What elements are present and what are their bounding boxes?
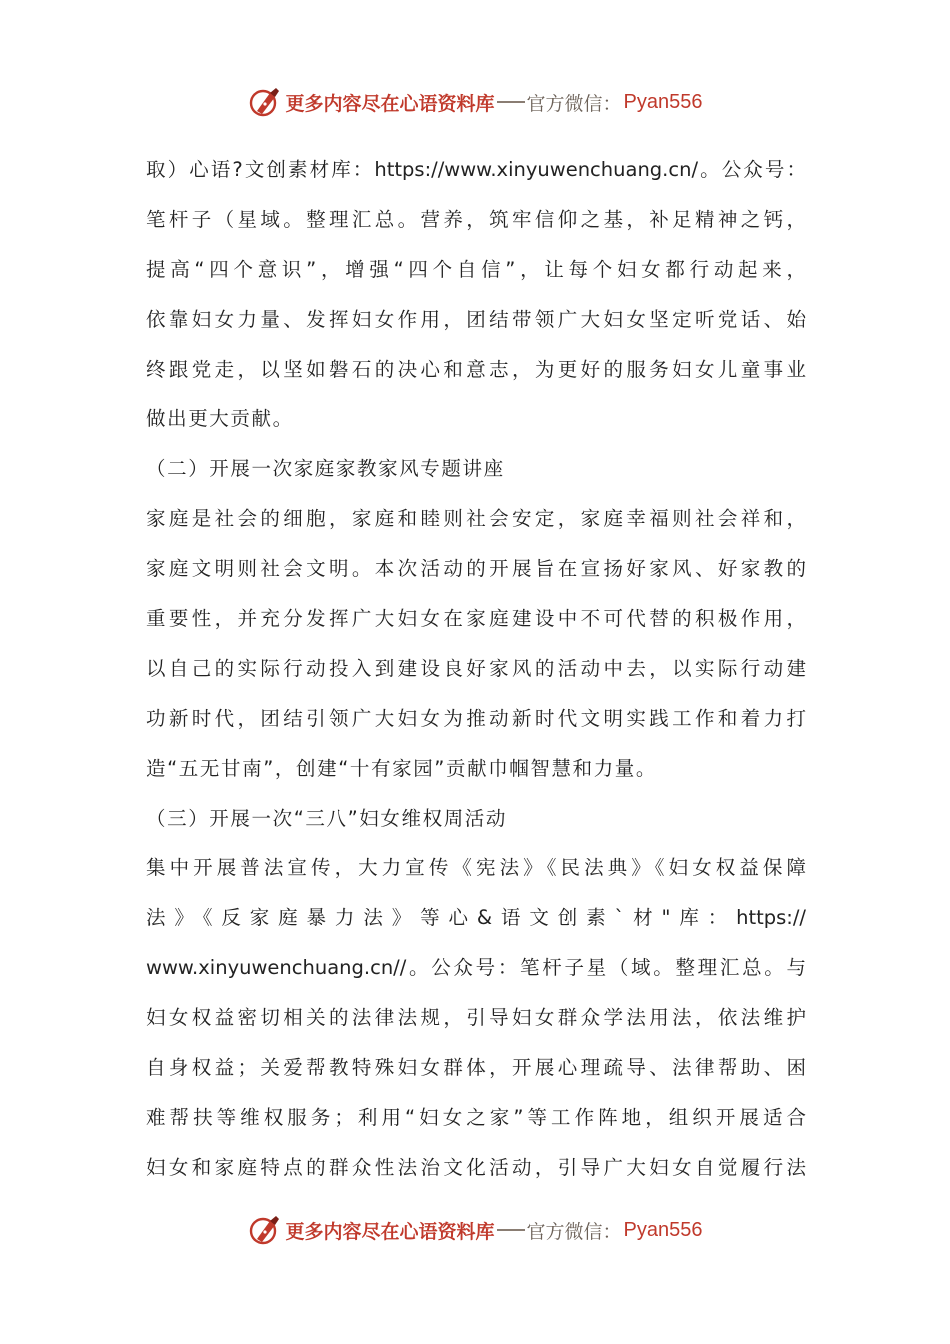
text-line: 取）心语?文创素材库：https://www.xinyuwenchuang.cn/。公众号：	[146, 158, 806, 181]
footer-banner	[0, 1208, 950, 1252]
text-line: 笔杆子（星域。整理汇总。营养，筑牢信仰之基，补足精神之钙，	[146, 207, 806, 231]
text-line: 依靠妇女力量、发挥妇女作用，团结带领广大妇女坚定听党话、始	[146, 307, 806, 331]
pen-nib-logo-icon	[248, 85, 282, 119]
banner-site-text: 更多内容尽在心语资料库	[285, 92, 495, 115]
text-line: 家庭是社会的细胞，家庭和睦则社会安定，家庭幸福则社会祥和，	[146, 507, 806, 531]
text-line: 家庭文明则社会文明。本次活动的开展旨在宣扬好家风、好家教的	[146, 557, 806, 581]
text-line: 以自己的实际行动投入到建设良好家风的活动中去，以实际行动建	[146, 656, 806, 680]
text-line: 妇女和家庭特点的群众性法治文化活动，引导广大妇女自觉履行法	[146, 1155, 806, 1179]
pen-nib-logo-icon	[248, 1213, 282, 1247]
text-line: 自身权益；关爱帮教特殊妇女群体，开展心理疏导、法律帮助、困	[146, 1056, 806, 1080]
text-line: 造“五无甘南”，创建“十有家园”贡献巾帼智慧和力量。	[146, 756, 658, 780]
text-line: 妇女权益密切相关的法律法规，引导妇女群众学法用法，依法维护	[146, 1006, 806, 1030]
text-line: 终跟党走，以坚如磐石的决心和意志，为更好的服务妇女儿童事业	[146, 357, 806, 381]
header-banner	[0, 80, 950, 124]
section-heading: （二）开展一次家庭家教家风专题讲座	[146, 457, 505, 481]
text-line: 功新时代，团结引领广大妇女为推动新时代文明实践工作和着力打	[146, 706, 806, 730]
banner-site-text: 更多内容尽在心语资料库	[285, 1220, 495, 1243]
text-line: 提高“四个意识”，增强“四个自信”，让每个妇女都行动起来，	[146, 257, 806, 281]
banner-wechat-id: Pyan556	[623, 90, 703, 113]
banner-official-label: 官方微信：	[526, 92, 622, 115]
banner-wechat-id: Pyan556	[623, 1218, 703, 1241]
text-line: 重要性，并充分发挥广大妇女在家庭建设中不可代替的积极作用，	[146, 607, 806, 631]
text-line: 做出更大贡献。	[146, 407, 294, 431]
document-body	[146, 145, 806, 1193]
text-line: 集中开展普法宣传，大力宣传《宪法》《民法典》《妇女权益保障	[146, 856, 806, 880]
text-line: 难帮扶等维权服务；利用“妇女之家”等工作阵地，组织开展适合	[146, 1105, 806, 1129]
banner-official-label: 官方微信：	[526, 1220, 622, 1243]
banner-dash	[497, 1229, 525, 1231]
banner-dash	[497, 101, 525, 103]
section-heading: （三）开展一次“三八”妇女维权周活动	[146, 806, 508, 830]
text-line: www.xinyuwenchuang.cn//。公众号：笔杆子星（域。整理汇总。与	[146, 956, 806, 980]
text-line: 法》《反家庭暴力法》等心&语文创素`材"库：https://	[146, 906, 806, 930]
